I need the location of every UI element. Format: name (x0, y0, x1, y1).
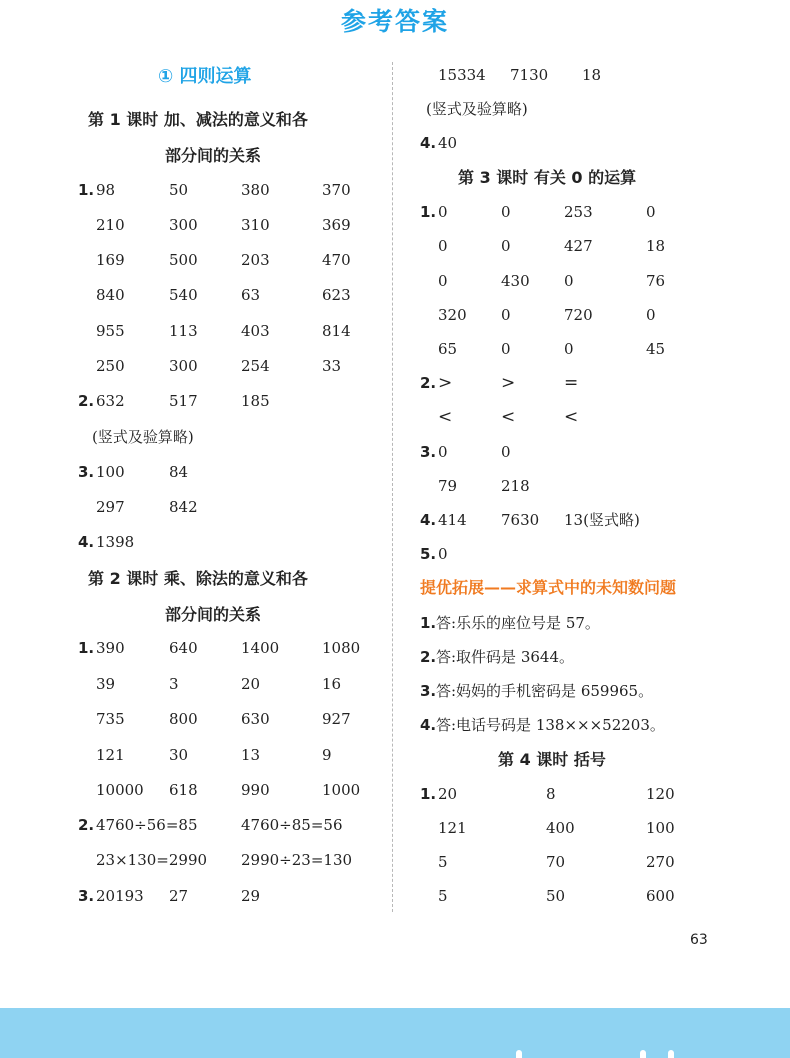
lesson3-q1-row (392, 199, 790, 225)
answer-value: 310 (241, 216, 270, 234)
answer-text: 答:电话号码是 138×××52203。 (436, 716, 665, 734)
question-number: 1. (420, 785, 437, 803)
answer-value: 50 (546, 887, 566, 905)
answer-value: 18 (582, 66, 602, 84)
answer-value: 50 (169, 181, 189, 199)
lesson1-title-line2: 部分间的关系 (165, 146, 262, 165)
lesson1-q1-row (0, 282, 392, 308)
answer-value: 0 (501, 443, 511, 461)
answer-value: 0 (646, 306, 656, 324)
footer-decoration (516, 1050, 522, 1058)
lesson2-q1-row (0, 671, 392, 697)
answer-value: 0 (438, 443, 448, 461)
lesson2-q2-row (0, 847, 392, 873)
answer-value: 218 (501, 477, 530, 495)
answer-value: 297 (96, 498, 125, 516)
answer-value: 0 (438, 203, 448, 221)
answer-value: 210 (96, 216, 125, 234)
question-number: 4. (420, 511, 437, 529)
answer-value: 430 (501, 272, 530, 290)
answer-text: 答:妈妈的手机密码是 659965。 (436, 682, 654, 700)
question-number: 5. (420, 545, 437, 563)
answer-value: 79 (438, 477, 458, 495)
answer-value: 0 (646, 203, 656, 221)
answer-value: 7130 (510, 66, 549, 84)
answer-value: 120 (646, 785, 675, 803)
lesson3-q1-row (392, 268, 790, 294)
extension-title: 提优拓展——求算式中的未知数问题 (420, 578, 677, 597)
answer-value: 300 (169, 357, 198, 375)
answer-value: 27 (169, 887, 189, 905)
extension-item (392, 644, 790, 670)
answer-value: 121 (96, 746, 125, 764)
answer-value: 0 (438, 545, 448, 563)
answer-value: 0 (501, 237, 511, 255)
lesson2-q1-row (0, 635, 392, 661)
answer-value: 20193 (96, 887, 144, 905)
answer-value: 400 (546, 819, 575, 837)
answer-value: 15334 (438, 66, 486, 84)
answer-value: 18 (646, 237, 666, 255)
answer-value: 0 (564, 340, 574, 358)
answer-value: 20 (241, 675, 261, 693)
answer-value: 16 (322, 675, 342, 693)
lesson2-q1-row (0, 742, 392, 768)
answer-value: 13 (241, 746, 261, 764)
answer-value: 927 (322, 710, 351, 728)
question-number: 2. (420, 648, 437, 666)
answer-value: 7630 (501, 511, 540, 529)
lesson1-title-line1: 第 1 课时 加、减法的意义和各 (88, 110, 308, 129)
question-number: 1. (78, 639, 95, 657)
comparison-sign: < (501, 407, 516, 427)
answer-value: 20 (438, 785, 458, 803)
answer-value: 40 (438, 134, 458, 152)
equation: 23×130=2990 (96, 851, 208, 869)
answer-value: 33 (322, 357, 342, 375)
answer-value: 380 (241, 181, 270, 199)
answer-value: 70 (546, 853, 566, 871)
answer-value: 65 (438, 340, 458, 358)
lesson3-q1-row (392, 233, 790, 259)
answer-value: 990 (241, 781, 270, 799)
lesson4-q1-row (392, 883, 790, 909)
page-number: 63 (690, 932, 708, 948)
lesson4-q1-row (392, 849, 790, 875)
answer-value: 5 (438, 853, 448, 871)
equation: 4760÷85=56 (241, 816, 343, 834)
answer-value: 254 (241, 357, 270, 375)
lesson2-q1-row (0, 706, 392, 732)
answer-value: 640 (169, 639, 198, 657)
lesson3-q5-row (392, 541, 790, 567)
lesson3-q4-row (392, 507, 790, 533)
answer-value: 427 (564, 237, 593, 255)
lesson1-q1-row (0, 353, 392, 379)
lesson1-q3-row (0, 459, 392, 485)
answer-value: 63 (241, 286, 261, 304)
question-number: 3. (78, 463, 95, 481)
answer-value: 29 (241, 887, 261, 905)
lesson1-q1-row (0, 247, 392, 273)
lesson1-q4-row (0, 529, 392, 555)
answer-value: 632 (96, 392, 125, 410)
answer-value: 500 (169, 251, 198, 269)
lesson3-q1-row (392, 336, 790, 362)
answer-value: 800 (169, 710, 198, 728)
answer-value: 320 (438, 306, 467, 324)
answer-value: 842 (169, 498, 198, 516)
comparison-sign: = (564, 373, 579, 393)
answer-value: 955 (96, 322, 125, 340)
answer-value: 517 (169, 392, 198, 410)
answer-value: 1400 (241, 639, 280, 657)
answer-value: 390 (96, 639, 125, 657)
answer-value: 814 (322, 322, 351, 340)
answer-value: 540 (169, 286, 198, 304)
extension-item (392, 610, 790, 636)
lesson2-q3-row (0, 883, 392, 909)
answer-value: 203 (241, 251, 270, 269)
answer-value: 113 (169, 322, 198, 340)
question-number: 4. (420, 134, 437, 152)
answer-value: 9 (322, 746, 332, 764)
answer-value: 8 (546, 785, 556, 803)
answer-value: 100 (96, 463, 125, 481)
answer-value: 618 (169, 781, 198, 799)
answer-value: 600 (646, 887, 675, 905)
lesson4-q1-row (392, 781, 790, 807)
comparison-sign: > (438, 373, 453, 393)
answer-value: 0 (501, 340, 511, 358)
question-number: 1. (420, 614, 437, 632)
answer-value: 270 (646, 853, 675, 871)
answer-value: 10000 (96, 781, 144, 799)
answer-value: 720 (564, 306, 593, 324)
lesson3-q3-row (392, 473, 790, 499)
answer-value: 630 (241, 710, 270, 728)
lesson1-q3-row (0, 494, 392, 520)
lesson2-q1-row (0, 777, 392, 803)
equation: 2990÷23=130 (241, 851, 353, 869)
answer-value: 1080 (322, 639, 361, 657)
answer-value: 100 (646, 819, 675, 837)
answer-value: 403 (241, 322, 270, 340)
note-text: (竖式及验算略) (92, 428, 194, 446)
question-number: 2. (78, 816, 95, 834)
answer-value: 45 (646, 340, 666, 358)
comparison-sign: > (501, 373, 516, 393)
lesson3-q2-row (392, 404, 790, 430)
question-number: 4. (78, 533, 95, 551)
question-number: 2. (78, 392, 95, 410)
answer-value: 300 (169, 216, 198, 234)
answer-value: 1000 (322, 781, 361, 799)
question-number: 1. (78, 181, 95, 199)
answer-value: 253 (564, 203, 593, 221)
lesson3-title: 第 3 课时 有关 0 的运算 (458, 168, 637, 187)
question-number: 3. (420, 682, 437, 700)
answer-value: 414 (438, 511, 467, 529)
answer-value: 1398 (96, 533, 135, 551)
lesson3-q3-row (392, 439, 790, 465)
comparison-sign: < (564, 407, 579, 427)
footer-band (0, 1008, 790, 1058)
q4-row (392, 130, 790, 156)
unit-heading: ① 四则运算 (158, 66, 252, 87)
lesson4-q1-row (392, 815, 790, 841)
answer-value: 0 (438, 272, 448, 290)
footer-decoration (668, 1050, 674, 1058)
answer-text: 答:取件码是 3644。 (436, 648, 574, 666)
answer-value: 39 (96, 675, 116, 693)
answer-value: 13(竖式略) (564, 511, 640, 529)
answer-value: 0 (501, 306, 511, 324)
lesson1-q1-row (0, 212, 392, 238)
question-number: 4. (420, 716, 437, 734)
comparison-sign: < (438, 407, 453, 427)
answer-value: 840 (96, 286, 125, 304)
answer-text: 答:乐乐的座位号是 57。 (436, 614, 600, 632)
answer-value: 5 (438, 887, 448, 905)
answer-value: 0 (438, 237, 448, 255)
answer-value: 470 (322, 251, 351, 269)
lesson2-title-line2: 部分间的关系 (165, 605, 262, 624)
answer-value: 735 (96, 710, 125, 728)
answer-value: 370 (322, 181, 351, 199)
answer-value: 30 (169, 746, 189, 764)
note-text: (竖式及验算略) (426, 100, 528, 118)
answer-value: 84 (169, 463, 189, 481)
lesson3-q2-row (392, 370, 790, 396)
lesson2-q2-row (0, 812, 392, 838)
answer-value: 76 (646, 272, 666, 290)
lesson1-q1-row (0, 177, 392, 203)
lesson1-q2-row (0, 388, 392, 414)
continued-row (392, 62, 790, 88)
extension-item (392, 712, 790, 738)
equation: 4760÷56=85 (96, 816, 198, 834)
question-number: 2. (420, 374, 437, 392)
footer-decoration (640, 1050, 646, 1058)
lesson4-title: 第 4 课时 括号 (498, 750, 606, 769)
question-number: 3. (420, 443, 437, 461)
answer-value: 169 (96, 251, 125, 269)
answer-value: 3 (169, 675, 179, 693)
answer-value: 0 (501, 203, 511, 221)
answer-value: 185 (241, 392, 270, 410)
answer-value: 623 (322, 286, 351, 304)
answer-value: 369 (322, 216, 351, 234)
answer-value: 250 (96, 357, 125, 375)
page-title: 参考答案 (340, 7, 449, 36)
question-number: 1. (420, 203, 437, 221)
lesson2-title-line1: 第 2 课时 乘、除法的意义和各 (88, 569, 308, 588)
answer-value: 0 (564, 272, 574, 290)
lesson3-q1-row (392, 302, 790, 328)
question-number: 3. (78, 887, 95, 905)
answer-value: 121 (438, 819, 467, 837)
answer-value: 98 (96, 181, 116, 199)
extension-item (392, 678, 790, 704)
lesson1-q1-row (0, 318, 392, 344)
